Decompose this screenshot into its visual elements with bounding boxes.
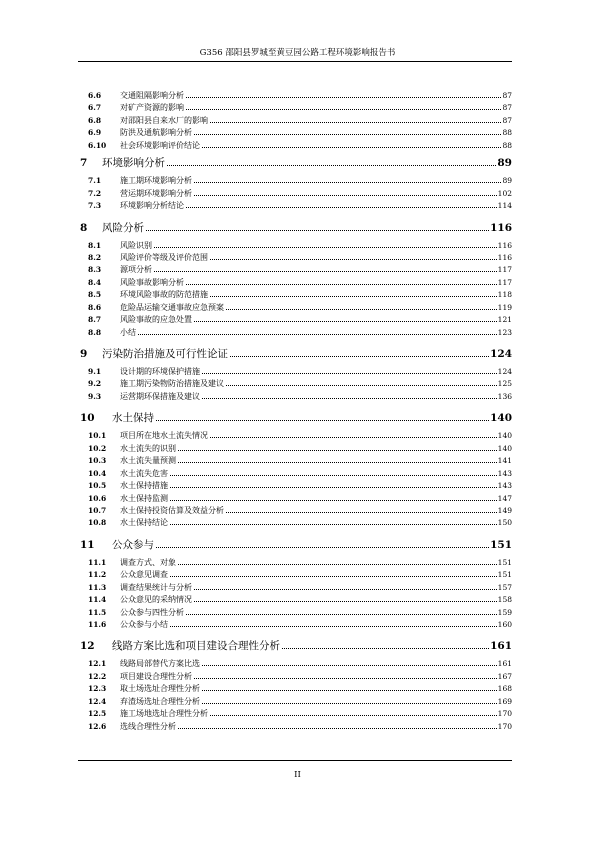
toc-section-entry[interactable] [78, 582, 512, 594]
toc-section-entry[interactable] [78, 188, 512, 200]
toc-entry-title: 施工场地选址合理性分析 [120, 709, 208, 719]
toc-entry-number: 10 [80, 412, 95, 425]
toc-chapter-entry[interactable] [78, 346, 512, 360]
footer-divider [78, 760, 512, 761]
dot-leader [167, 164, 496, 166]
toc-section-entry[interactable] [78, 708, 512, 720]
toc-entry-title: 水土保持投资估算及效益分析 [120, 505, 224, 515]
toc-section-entry[interactable] [78, 721, 512, 733]
toc-entry-title: 水土保持结论 [120, 518, 168, 528]
toc-section-entry[interactable] [78, 594, 512, 606]
toc-entry-page: 170 [497, 709, 512, 719]
toc-section-entry[interactable] [78, 200, 512, 212]
toc-entry-number: 11.4 [88, 595, 107, 605]
toc-entry-number: 8.7 [88, 315, 102, 325]
toc-entry-number: 11.6 [88, 620, 107, 629]
toc-section-entry[interactable] [78, 314, 512, 326]
toc-entry-number: 11 [80, 538, 95, 551]
dot-leader [202, 146, 501, 148]
toc-entry-number: 11.2 [88, 570, 107, 580]
toc-entry-title: 调查结果统计与分析 [120, 582, 192, 592]
toc-entry-page: 150 [497, 518, 512, 528]
toc-entry-title: 交通阻隔影响分析 [120, 91, 184, 100]
toc-entry-number: 12.4 [88, 696, 107, 706]
toc-entry-title: 公众参与四性分析 [120, 607, 184, 617]
toc-entry-page: 170 [497, 721, 512, 731]
toc-entry-page: 116 [497, 240, 512, 250]
dot-leader [210, 714, 497, 716]
toc-chapter-entry[interactable] [78, 220, 512, 234]
toc-entry-page: 136 [497, 391, 512, 401]
dot-leader [282, 647, 489, 649]
toc-entry-page: 157 [497, 582, 512, 592]
dot-leader [210, 121, 501, 123]
toc-entry-page: 119 [497, 302, 512, 312]
toc-entry-page: 161 [490, 640, 512, 653]
toc-chapter-entry[interactable] [78, 155, 512, 169]
toc-entry-number: 11.5 [88, 607, 107, 617]
dot-leader [178, 727, 497, 729]
dot-leader [178, 461, 497, 463]
toc-entry-title: 公众意见调查 [120, 570, 168, 580]
toc-entry-title: 风险事故的应急处置 [120, 315, 192, 325]
toc-entry-number: 9.1 [88, 367, 102, 376]
toc-entry-number: 11.3 [88, 582, 107, 592]
toc-section-entry[interactable] [78, 443, 512, 455]
toc-entry-title: 社会环境影响评价结论 [120, 140, 200, 150]
toc-entry-page: 140 [497, 443, 512, 453]
toc-entry-page: 140 [497, 431, 512, 441]
toc-entry-title: 危险品运输交通事故应急预案 [120, 302, 224, 312]
toc-entry-number: 10.8 [88, 518, 107, 528]
toc-entry-page: 159 [497, 607, 512, 617]
toc-entry-number: 9 [80, 348, 88, 360]
dot-leader [178, 449, 497, 451]
toc-entry-number: 10.3 [88, 456, 107, 466]
toc-entry-number: 7.1 [88, 176, 102, 186]
toc-entry-number: 12.3 [88, 684, 107, 694]
toc-entry-page: 88 [502, 140, 512, 150]
toc-entry-title: 水土保持 [112, 412, 154, 425]
toc-entry-number: 7 [80, 157, 88, 170]
toc-section-entry[interactable] [78, 264, 512, 276]
dot-leader [202, 397, 497, 399]
toc-entry-number: 8.8 [88, 327, 102, 337]
toc-entry-title: 环境风险事故的防范措施 [120, 290, 208, 300]
toc-entry-page: 143 [497, 481, 512, 491]
dot-leader [194, 194, 497, 196]
toc-entry-page: 124 [497, 367, 512, 376]
toc-entry-page: 121 [497, 315, 512, 325]
toc-entry-title: 对矿产资源的影响 [120, 103, 184, 113]
toc-entry-page: 151 [497, 570, 512, 580]
toc-entry-title: 水土流失的识别 [120, 443, 176, 453]
dot-leader [170, 523, 497, 525]
dot-leader [194, 588, 497, 590]
toc-entry-title: 取土场选址合理性分析 [120, 684, 200, 694]
toc-entry-page: 124 [490, 348, 512, 360]
toc-entry-page: 87 [502, 91, 512, 100]
toc-entry-number: 8.5 [88, 290, 102, 300]
toc-section-entry[interactable] [78, 115, 512, 127]
dot-leader [170, 575, 497, 577]
toc-entry-number: 10.6 [88, 493, 107, 503]
toc-entry-title: 风险识别 [120, 240, 152, 250]
toc-entry-page: 168 [497, 684, 512, 694]
toc-section-entry[interactable] [78, 505, 512, 517]
toc-entry-title: 施工期污染物防治措施及建议 [120, 379, 224, 389]
toc-section-entry[interactable] [78, 90, 512, 102]
toc-entry-title: 线路方案比选和项目建设合理性分析 [112, 640, 280, 653]
toc-entry-page: 114 [497, 201, 512, 211]
toc-entry-title: 水土流失量预测 [120, 456, 176, 466]
toc-entry-page: 117 [497, 277, 512, 287]
dot-leader [226, 511, 497, 513]
dot-leader [186, 108, 501, 110]
dot-leader [186, 613, 497, 615]
toc-section-entry[interactable] [78, 607, 512, 619]
dot-leader [210, 295, 497, 297]
toc-entry-page: 147 [497, 493, 512, 503]
dot-leader [230, 355, 489, 357]
toc-entry-number: 7.2 [88, 188, 102, 198]
dot-leader [226, 308, 497, 310]
toc-section-entry[interactable] [78, 619, 512, 631]
toc-entry-page: 118 [497, 290, 512, 300]
toc-entry-title: 选线合理性分析 [120, 721, 176, 731]
toc-entry-page: 140 [490, 412, 512, 425]
dot-leader [194, 677, 497, 679]
toc-section-entry[interactable] [78, 569, 512, 581]
toc-entry-page: 160 [497, 620, 512, 629]
toc-entry-number: 11.1 [88, 557, 107, 567]
running-header: G356 邵阳县罗城至黄豆园公路工程环境影响报告书 [199, 48, 396, 58]
toc-entry-page: 102 [497, 188, 512, 198]
dot-leader [226, 384, 497, 386]
dot-leader [202, 664, 497, 666]
toc-section-entry[interactable] [78, 378, 512, 390]
toc-section-entry[interactable] [78, 683, 512, 695]
toc-entry-title: 公众参与 [112, 538, 154, 551]
toc-entry-number: 10.1 [88, 431, 107, 441]
dot-leader [210, 258, 497, 260]
dot-leader [154, 246, 497, 248]
toc-entry-title: 对邵阳县自来水厂的影响 [120, 115, 208, 125]
table-of-contents [78, 90, 512, 733]
toc-entry-number: 8.2 [88, 252, 102, 262]
toc-section-entry[interactable] [78, 430, 512, 442]
toc-entry-title: 公众参与小结 [120, 620, 168, 629]
toc-section-entry[interactable] [78, 302, 512, 314]
dot-leader [202, 372, 497, 374]
toc-entry-number: 10.2 [88, 443, 107, 453]
dot-leader [202, 689, 497, 691]
toc-entry-title: 施工期环境影响分析 [120, 176, 192, 186]
toc-entry-title: 防洪及通航影响分析 [120, 128, 192, 138]
toc-chapter-entry[interactable] [78, 537, 512, 551]
toc-entry-title: 项目建设合理性分析 [120, 671, 192, 681]
toc-entry-title: 线路局部替代方案比选 [120, 659, 200, 669]
dot-leader [170, 499, 497, 501]
toc-section-entry[interactable] [78, 327, 512, 339]
toc-entry-page: 167 [497, 671, 512, 681]
dot-leader [138, 333, 497, 335]
dot-leader [156, 546, 489, 548]
dot-leader [186, 206, 497, 208]
dot-leader [194, 600, 497, 602]
toc-entry-title: 风险分析 [102, 221, 144, 234]
toc-entry-number: 8.4 [88, 277, 102, 287]
toc-section-entry[interactable] [78, 557, 512, 569]
toc-entry-page: 151 [490, 538, 512, 551]
toc-entry-title: 运营期环保措施及建议 [120, 391, 200, 401]
dot-leader [186, 283, 497, 285]
page-number: II [294, 770, 301, 780]
toc-entry-number: 9.2 [88, 379, 102, 389]
toc-section-entry[interactable] [78, 252, 512, 264]
toc-entry-number: 8.1 [88, 240, 102, 250]
dot-leader [170, 625, 497, 627]
toc-entry-title: 水土流失危害 [120, 468, 168, 478]
dot-leader [170, 486, 497, 488]
dot-leader [156, 419, 489, 421]
toc-entry-page: 89 [497, 157, 512, 170]
toc-section-entry[interactable] [78, 468, 512, 480]
toc-section-entry[interactable] [78, 127, 512, 139]
toc-entry-title: 公众意见的采纳情况 [120, 595, 192, 605]
toc-entry-title: 源项分析 [120, 265, 152, 275]
toc-entry-title: 环境影响分析 [102, 157, 165, 170]
toc-entry-title: 小结 [120, 327, 136, 337]
toc-entry-number: 6.6 [88, 91, 102, 100]
toc-entry-title: 项目所在地水土流失情况 [120, 431, 208, 441]
toc-entry-number: 12.1 [88, 659, 107, 669]
toc-entry-page: 125 [497, 379, 512, 389]
toc-entry-page: 116 [497, 252, 512, 262]
toc-entry-number: 9.3 [88, 391, 102, 401]
toc-entry-number: 12.5 [88, 709, 107, 719]
dot-leader [202, 702, 497, 704]
toc-section-entry[interactable] [78, 366, 512, 378]
toc-entry-number: 12.6 [88, 721, 107, 731]
toc-entry-title: 环境影响分析结论 [120, 201, 184, 211]
dot-leader [186, 96, 501, 98]
toc-section-entry[interactable] [78, 658, 512, 670]
toc-entry-title: 营运期环境影响分析 [120, 188, 192, 198]
toc-entry-page: 143 [497, 468, 512, 478]
toc-entry-number: 8 [80, 221, 88, 234]
toc-entry-number: 8.3 [88, 265, 102, 275]
dot-leader [194, 320, 497, 322]
toc-entry-page: 116 [490, 221, 512, 234]
toc-entry-number: 12 [80, 640, 95, 653]
toc-section-entry[interactable] [78, 240, 512, 252]
toc-entry-page: 158 [497, 595, 512, 605]
toc-entry-title: 水土保持措施 [120, 481, 168, 491]
toc-section-entry[interactable] [78, 517, 512, 529]
toc-entry-page: 88 [502, 128, 512, 138]
toc-entry-title: 水土保持监测 [120, 493, 168, 503]
toc-entry-page: 169 [497, 696, 512, 706]
toc-section-entry[interactable] [78, 175, 512, 187]
toc-section-entry[interactable] [78, 493, 512, 505]
toc-entry-page: 87 [502, 115, 512, 125]
toc-entry-number: 8.6 [88, 302, 102, 312]
toc-section-entry[interactable] [78, 277, 512, 289]
toc-section-entry[interactable] [78, 671, 512, 683]
toc-entry-title: 风险事故影响分析 [120, 277, 184, 287]
toc-entry-number: 7.3 [88, 201, 102, 211]
toc-entry-title: 污染防治措施及可行性论证 [102, 348, 228, 360]
dot-leader [178, 563, 497, 565]
toc-section-entry[interactable] [78, 289, 512, 301]
toc-entry-number: 6.10 [88, 140, 107, 150]
toc-entry-number: 6.8 [88, 115, 102, 125]
toc-section-entry[interactable] [78, 480, 512, 492]
toc-section-entry[interactable] [78, 455, 512, 467]
toc-entry-page: 151 [497, 557, 512, 567]
toc-entry-page: 141 [497, 456, 512, 466]
toc-section-entry[interactable] [78, 102, 512, 114]
toc-entry-page: 87 [502, 103, 512, 113]
toc-chapter-entry[interactable] [78, 410, 512, 424]
dot-leader [170, 474, 497, 476]
toc-entry-number: 10.5 [88, 481, 107, 491]
dot-leader [154, 270, 497, 272]
toc-entry-title: 调查方式、对象 [120, 557, 176, 567]
header-divider [78, 61, 512, 62]
toc-entry-number: 10.7 [88, 505, 107, 515]
toc-entry-number: 6.9 [88, 128, 102, 138]
toc-entry-page: 89 [502, 176, 512, 186]
toc-entry-number: 12.2 [88, 671, 107, 681]
toc-entry-page: 123 [497, 327, 512, 337]
dot-leader [146, 229, 489, 231]
dot-leader [210, 436, 497, 438]
toc-chapter-entry[interactable] [78, 638, 512, 652]
toc-section-entry[interactable] [78, 140, 512, 152]
toc-entry-number: 6.7 [88, 103, 102, 113]
toc-entry-number: 10.4 [88, 468, 107, 478]
toc-entry-title: 风险评价等级及评价范围 [120, 252, 208, 262]
toc-section-entry[interactable] [78, 391, 512, 403]
toc-entry-title: 弃渣场选址合理性分析 [120, 696, 200, 706]
dot-leader [194, 181, 501, 183]
toc-entry-page: 161 [497, 659, 512, 669]
toc-section-entry[interactable] [78, 696, 512, 708]
toc-entry-page: 117 [497, 265, 512, 275]
toc-entry-title: 设计期的环境保护措施 [120, 367, 200, 376]
dot-leader [194, 133, 501, 135]
toc-entry-page: 149 [497, 505, 512, 515]
